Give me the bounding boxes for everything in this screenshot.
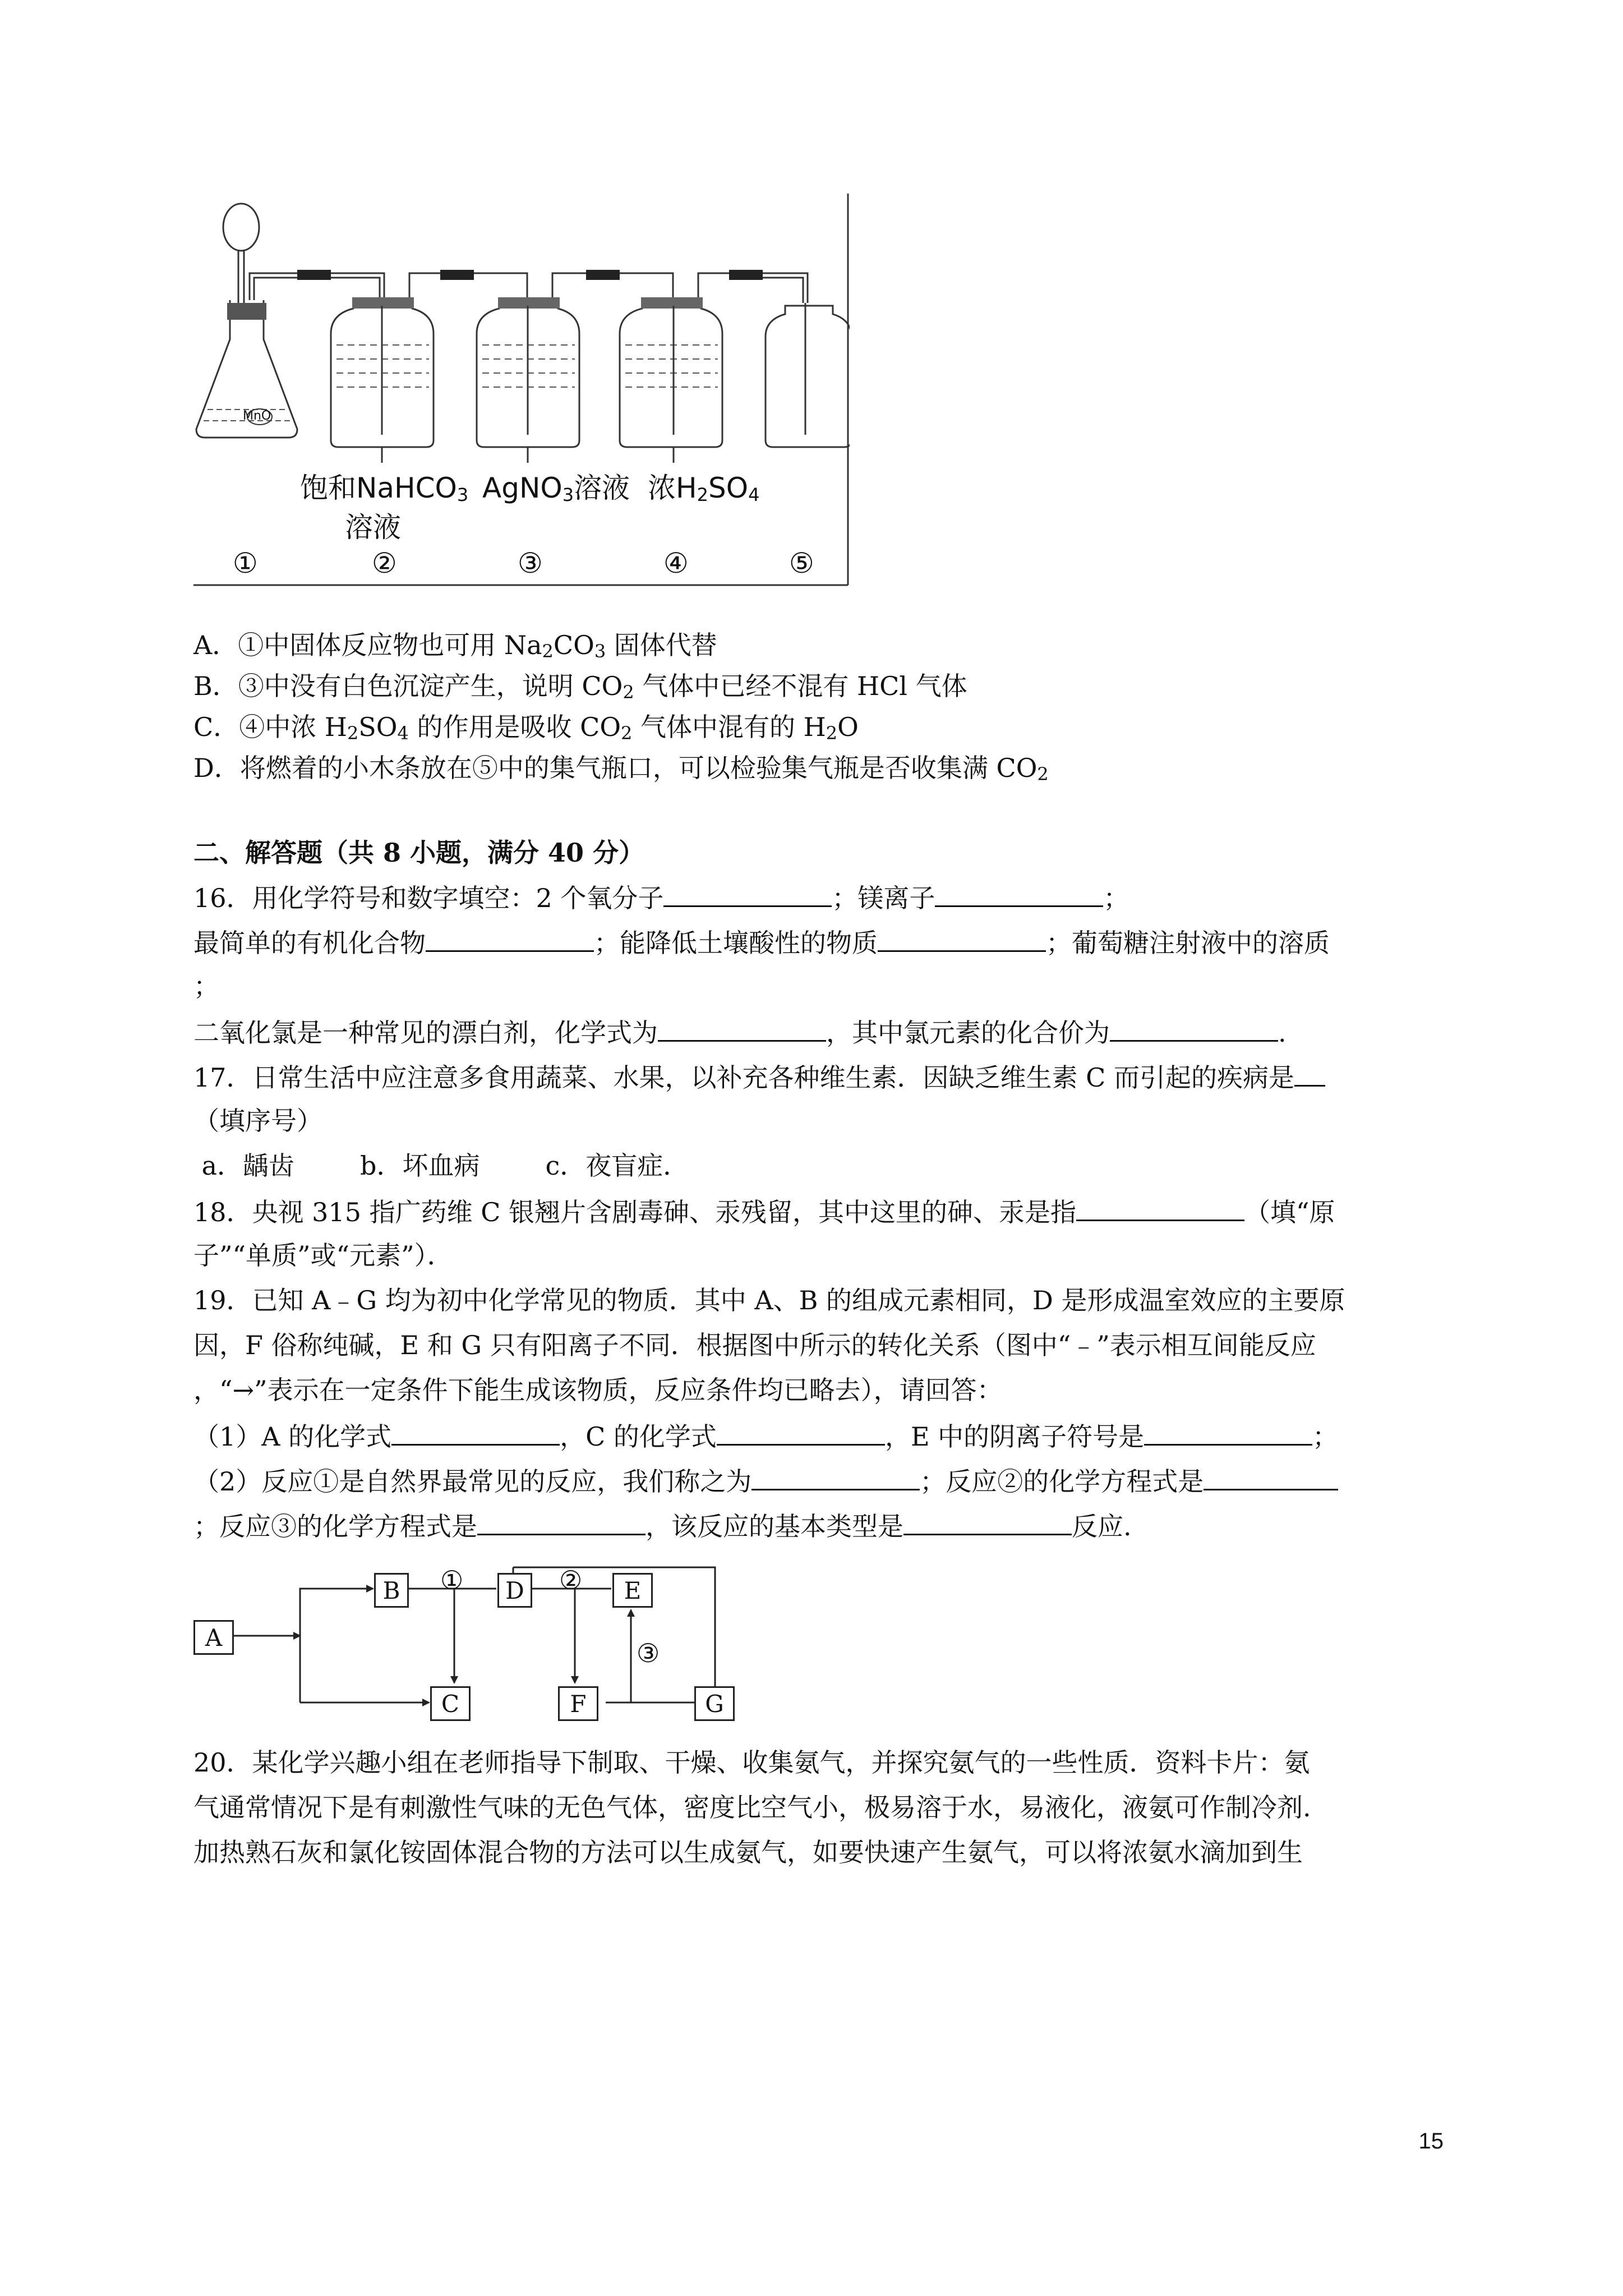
option-d: D．将燃着的小木条放在⑤中的集气瓶口，可以检验集气瓶是否收集满 $CO_2$ [193,753,1049,785]
q16-line4: 二氧化氯是一种常见的漂白剂，化学式为 ，其中氯元素的化合价为 . [193,1014,1287,1050]
q19-blank-4[interactable] [751,1463,920,1490]
q16-blank-4[interactable] [878,924,1046,952]
q16-blank-1[interactable] [663,880,832,907]
q16-blank-3[interactable] [426,924,594,952]
q19-line1: 19．已知 A﹣G 均为初中化学常见的物质．其中 A、B 的组成元素相同，D 是形成温室效应的主要原 [193,1285,1345,1315]
apparatus-number-1: ① [233,547,258,579]
q19-line2: 因，F 俗称纯碱，E 和 G 只有阳离子不同．根据图中所示的转化关系（图中“﹣”表示相互间能反应 [193,1330,1316,1360]
q19-blank-2[interactable] [717,1418,885,1446]
node-b: B [374,1573,409,1608]
flask-label: MnO [243,409,271,423]
node-d: D [497,1573,532,1608]
q17-line1: 17．日常生活中应注意多食用蔬菜、水果，以补充各种维生素．因缺乏维生素 C 而引起的疾病是 [193,1059,1325,1094]
bottle2-label: 饱和NaHCO$_3$ [300,472,469,505]
option-a: A．①中固体反应物也可用 $Na_2CO_3$ 固体代替 [193,630,717,662]
q17-line2: （填序号） [193,1106,322,1136]
apparatus-drawing [193,194,850,586]
reaction-3-label: ③ [637,1638,660,1668]
section-title: 二、解答题（共 8 小题，满分 40 分） [193,838,645,868]
q19-line5: （2）反应①是自然界最常见的反应，我们称之为 ；反应②的化学方程式是 [193,1463,1338,1498]
page-number: 15 [1418,2129,1444,2154]
bottle3-label: AgNO$_3$溶液 [482,472,630,505]
q19-line4: （1）A 的化学式 ，C 的化学式 ，E 中的阴离子符号是 ； [193,1418,1338,1453]
q16-line2: 最简单的有机化合物 ；能降低土壤酸性的物质 ；葡萄糖注射液中的溶质 [193,924,1330,960]
node-c: C [430,1686,471,1721]
node-e: E [612,1573,653,1608]
q19-line3: ，“→”表示在一定条件下能生成该物质，反应条件均已略去），请回答： [193,1375,1003,1405]
q16-blank-5[interactable] [658,1014,826,1042]
q19-diagram [193,1565,732,1717]
q18-line1: 18．央视 315 指广药维 C 银翘片含剧毒砷、汞残留，其中这里的砷、汞是指 （填“原 [193,1194,1335,1229]
option-c: C．④中浓 $H_2SO_4$ 的作用是吸收 $CO_2$ 气体中混有的 $H_2O$ [193,712,859,744]
q17-blank[interactable] [1294,1059,1325,1087]
apparatus-figure [193,194,850,586]
q18-line2: 子”“单质”或“元素”）． [193,1240,453,1271]
reaction-2-label: ② [559,1565,583,1595]
q19-blank-7[interactable] [903,1508,1072,1535]
apparatus-number-5: ⑤ [789,547,814,579]
q19-blank-5[interactable] [1204,1463,1338,1490]
q16-line1: 16．用化学符号和数字填空：2 个氧分子 ；镁离子 ； [193,880,1129,915]
q20-line3: 加热熟石灰和氯化铵固体混合物的方法可以生成氨气，如要快速产生氨气，可以将浓氨水滴加到生 [193,1837,1303,1867]
bottle2-label-line2: 溶液 [345,511,401,544]
q19-blank-3[interactable] [1144,1418,1312,1446]
q19-blank-6[interactable] [477,1508,645,1535]
apparatus-number-3: ③ [518,547,543,579]
apparatus-number-4: ④ [663,547,689,579]
node-f: F [558,1686,598,1721]
apparatus-number-2: ② [372,547,397,579]
q16-line3: ； [193,971,219,1001]
q19-blank-1[interactable] [391,1418,560,1446]
option-b: B．③中没有白色沉淀产生，说明 $CO_2$ 气体中已经不混有 HCl 气体 [193,671,967,703]
q16-blank-2[interactable] [935,880,1103,907]
node-a: A [193,1620,234,1655]
q19-line6: ；反应③的化学方程式是 ，该反应的基本类型是 反应. [193,1508,1132,1543]
q20-line1: 20．某化学兴趣小组在老师指导下制取、干燥、收集氨气，并探究氨气的一些性质．资料卡片：氨 [193,1747,1310,1778]
q20-line2: 气通常情况下是有刺激性气味的无色气体，密度比空气小，极易溶于水，易液化，液氨可作制冷剂. [193,1792,1311,1823]
q16-blank-6[interactable] [1110,1014,1278,1042]
reaction-1-label: ① [440,1565,464,1595]
bottle4-label: 浓$H_2SO_4$ [648,472,760,505]
q17-line3: a．龋齿 b．坏血病 c．夜盲症． [193,1151,689,1181]
q18-blank[interactable] [1076,1194,1244,1221]
node-g: G [694,1686,735,1721]
